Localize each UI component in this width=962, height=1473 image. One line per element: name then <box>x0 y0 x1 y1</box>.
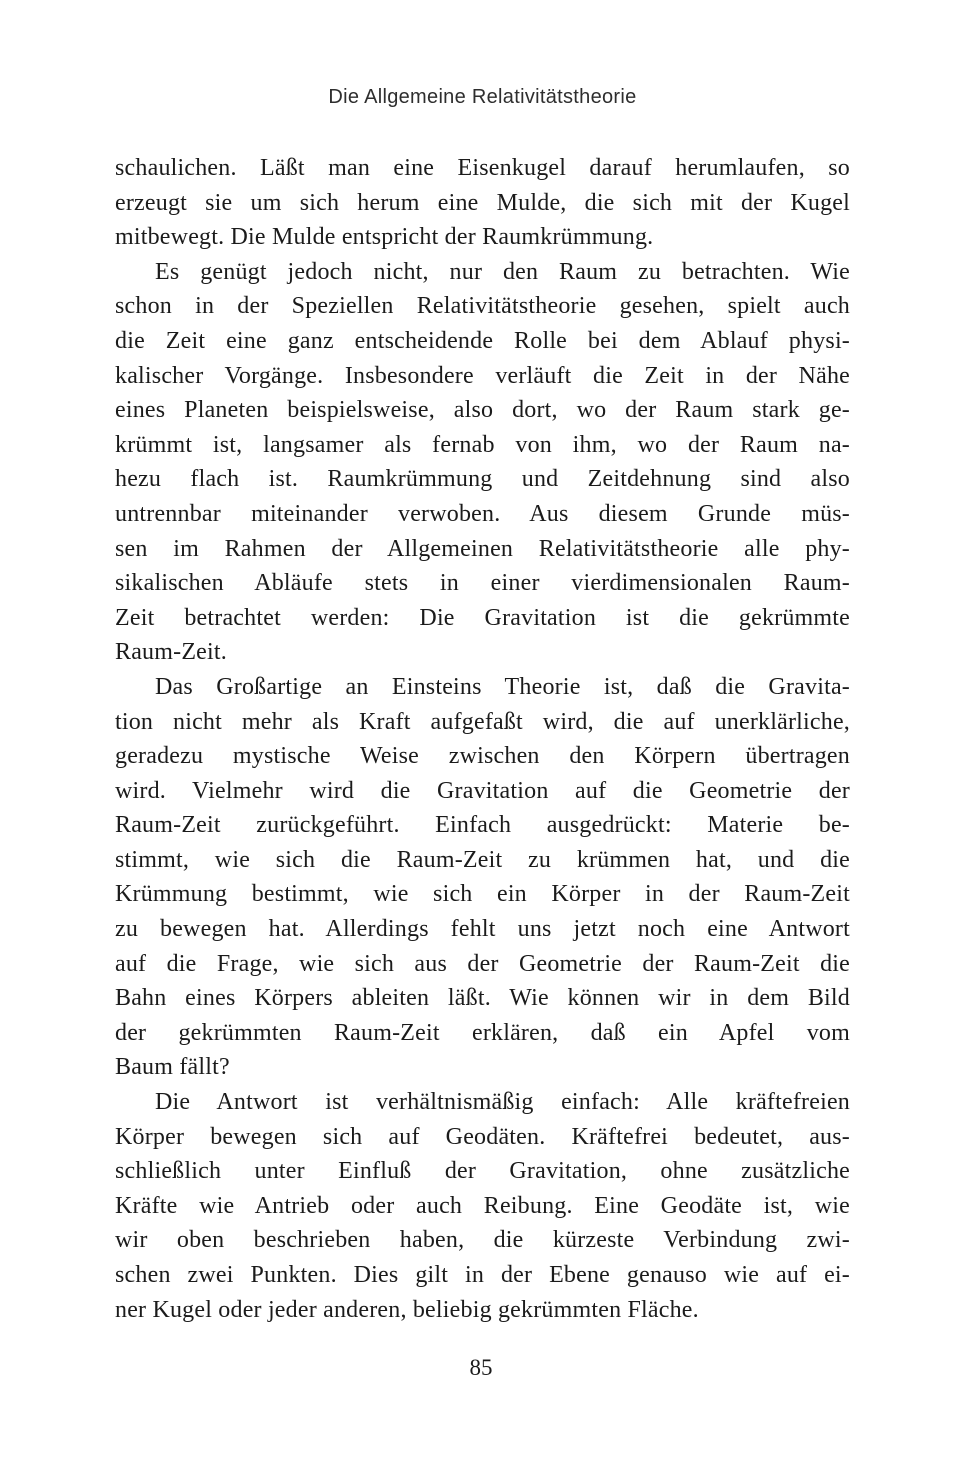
text-line: der gekrümmten Raum-Zeit erklären, daß ein Apfel vom <box>115 1019 850 1046</box>
text-line: mitbewegt. Die Mulde entspricht der Raumkrümmung. <box>115 224 654 251</box>
paragraph <box>115 1085 850 1327</box>
text-line: schen zwei Punkten. Dies gilt in der Ebene genauso wie auf ei- <box>115 1262 850 1288</box>
text-line: Baum fällt? <box>115 1054 230 1081</box>
text-line: untrennbar miteinander verwoben. Aus diesem Grunde müs- <box>115 500 850 527</box>
text-line: die Zeit eine ganz entscheidende Rolle bei dem Ablauf physi- <box>115 327 850 354</box>
text-line: Raum-Zeit zurückgeführt. Einfach ausgedrückt: Materie be- <box>115 812 850 839</box>
text-line: kalischer Vorgänge. Insbesondere verläuft die Zeit in der Nähe <box>115 362 850 389</box>
text-line: wir oben beschrieben haben, die kürzeste Verbindung zwi- <box>115 1227 850 1254</box>
paragraph <box>115 151 850 255</box>
text-line: auf die Frage, wie sich aus der Geometrie der Raum-Zeit die <box>115 950 850 977</box>
text-line: schon in der Speziellen Relativitätstheorie gesehen, spielt auch <box>115 293 850 320</box>
text-line: schließlich unter Einfluß der Gravitation, ohne zusätzliche <box>115 1158 850 1185</box>
text-line: geradezu mystische Weise zwischen den Körpern übertragen <box>115 743 850 770</box>
text-line: sikalischen Abläufe stets in einer vierdimensionalen Raum- <box>115 570 850 597</box>
text-line: erzeugt sie um sich herum eine Mulde, die sich mit der Kugel <box>115 189 850 216</box>
text-line: schaulichen. Läßt man eine Eisenkugel darauf herumlaufen, so <box>115 155 850 181</box>
page-body <box>115 151 850 1327</box>
text-line: krümmt ist, langsamer als fernab von ihm, wo der Raum na- <box>115 431 850 458</box>
page-number: 85 <box>469 1355 493 1380</box>
text-line: zu bewegen hat. Allerdings fehlt uns jetzt noch eine Antwort <box>115 916 850 943</box>
text-line: ner Kugel oder jeder anderen, beliebig gekrümmten Fläche. <box>115 1296 699 1323</box>
text-line: stimmt, wie sich die Raum-Zeit zu krümmen hat, und die <box>115 846 850 873</box>
text-line: Zeit betrachtet werden: Die Gravitation ist die gekrümmte <box>115 604 850 631</box>
text-line: Das Großartige an Einsteins Theorie ist, daß die Gravita- <box>155 673 850 700</box>
text-line: eines Planeten beispielsweise, also dort, wo der Raum stark ge- <box>115 397 850 424</box>
text-line: hezu flach ist. Raumkrümmung und Zeitdehnung sind also <box>115 466 850 493</box>
text-line: Kräfte wie Antrieb oder auch Reibung. Eine Geodäte ist, wie <box>115 1192 850 1219</box>
text-line: wird. Vielmehr wird die Gravitation auf die Geometrie der <box>115 777 850 804</box>
text-line: Die Antwort ist verhältnismäßig einfach: Alle kräftefreien <box>155 1089 850 1116</box>
text-line: Es genügt jedoch nicht, nur den Raum zu betrachten. Wie <box>155 258 850 285</box>
text-line: Krümmung bestimmt, wie sich ein Körper in der Raum-Zeit <box>115 881 850 908</box>
paragraph <box>115 255 850 670</box>
text-line: sen im Rahmen der Allgemeinen Relativitätstheorie alle phy- <box>115 535 850 562</box>
text-line: Körper bewegen sich auf Geodäten. Kräftefrei bedeutet, aus- <box>115 1123 850 1150</box>
paragraph <box>115 670 850 1085</box>
running-header: Die Allgemeine Relativitätstheorie <box>328 86 637 108</box>
text-line: tion nicht mehr als Kraft aufgefaßt wird, die auf unerklärliche, <box>115 708 850 735</box>
text-line: Bahn eines Körpers ableiten läßt. Wie können wir in dem Bild <box>115 985 850 1012</box>
text-line: Raum-Zeit. <box>115 639 227 666</box>
